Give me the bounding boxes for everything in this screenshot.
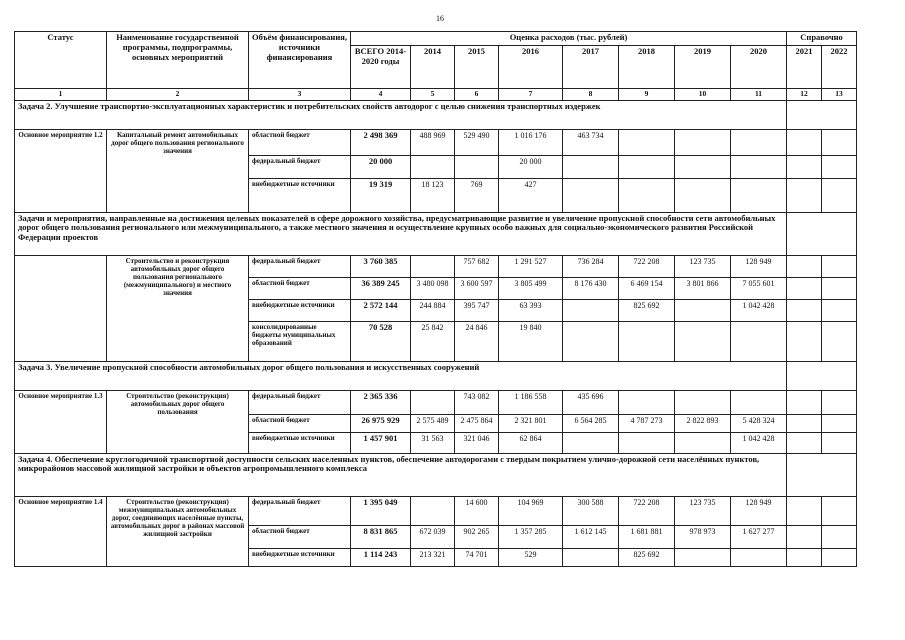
funding-year-value: 978 973 xyxy=(675,525,731,548)
ref-2021 xyxy=(787,277,822,299)
header-year: 2015 xyxy=(455,46,499,89)
funding-year-value: 213 321 xyxy=(411,548,455,566)
ref-2021 xyxy=(787,321,822,361)
funding-year-value: 769 xyxy=(455,178,499,212)
funding-year-value: 722 208 xyxy=(619,255,675,277)
task-row xyxy=(15,212,857,255)
funding-source: областной бюджет xyxy=(249,129,351,155)
funding-year-value xyxy=(563,432,619,453)
ref-2021 xyxy=(787,155,822,178)
funding-year-value xyxy=(675,299,731,321)
funding-year-value xyxy=(563,178,619,212)
funding-year-value: 825 692 xyxy=(619,299,675,321)
column-number: 1 xyxy=(15,89,107,101)
funding-year-value: 1 627 277 xyxy=(731,525,787,548)
funding-total: 19 319 xyxy=(351,178,411,212)
status-cell: Основное мероприятие 1.4 xyxy=(15,496,107,566)
header-name: Наименование государственной программы, подпрограммы, основных мероприятий xyxy=(107,32,249,89)
funding-total: 2 365 336 xyxy=(351,390,411,414)
ref-2022 xyxy=(822,299,857,321)
funding-year-value: 722 208 xyxy=(619,496,675,525)
funding-year-value xyxy=(675,390,731,414)
header-year: 2018 xyxy=(619,46,675,89)
column-number: 5 xyxy=(411,89,455,101)
funding-year-value: 3 600 597 xyxy=(455,277,499,299)
funding-year-value: 123 735 xyxy=(675,496,731,525)
funding-year-value xyxy=(563,155,619,178)
funding-year-value xyxy=(563,321,619,361)
funding-total: 3 760 385 xyxy=(351,255,411,277)
funding-total: 36 389 245 xyxy=(351,277,411,299)
funding-year-value xyxy=(675,178,731,212)
task-title: Задача 3. Увеличение пропускной способности автомобильных дорог общего пользования и искусственных сооружений xyxy=(15,361,787,390)
funding-year-value: 736 284 xyxy=(563,255,619,277)
page-number: 16 xyxy=(436,14,444,23)
ref-2022 xyxy=(822,496,857,525)
funding-year-value: 2 822 893 xyxy=(675,414,731,432)
funding-year-value xyxy=(675,129,731,155)
funding-year-value xyxy=(411,155,455,178)
funding-year-value: 321 046 xyxy=(455,432,499,453)
funding-total: 26 975 929 xyxy=(351,414,411,432)
task-title: Задачи и мероприятия, направленные на достижения целевых показателей в сфере дорожного хозяйства, предусматривающие развитие и увеличение пропускной способности сети автомобильных дорог общего пользования регионального или межмуниципального, а также местного значения и осуществление крупных особо важных для социально-экономического развития Российской Федерации проектов xyxy=(15,212,787,255)
funding-year-value xyxy=(731,321,787,361)
ref-2022 xyxy=(822,525,857,548)
task-ref-empty xyxy=(787,212,857,255)
ref-2022 xyxy=(822,277,857,299)
funding-year-value: 3 480 098 xyxy=(411,277,455,299)
funding-year-value: 1 042 428 xyxy=(731,432,787,453)
column-number: 11 xyxy=(731,89,787,101)
column-number: 9 xyxy=(619,89,675,101)
funding-source: внебюджетные источники xyxy=(249,178,351,212)
header-total: ВСЕГО 2014-2020 годы xyxy=(351,46,411,89)
header-year: 2017 xyxy=(563,46,619,89)
funding-year-value: 18 123 xyxy=(411,178,455,212)
funding-year-value: 104 969 xyxy=(499,496,563,525)
funding-total: 2 572 144 xyxy=(351,299,411,321)
program-name: Капитальный ремонт автомобильных дорог общего пользования регионального значения xyxy=(107,129,249,212)
funding-total: 20 000 xyxy=(351,155,411,178)
task-title: Задача 4. Обеспечение круглогодичной транспортной доступности сельских населенных пунктов, обеспечение автодорогами с твердым покрытием улично-дорожной сети населённых пунктов, микрорайонов массовой жилищной застройки и объектов агропромышленного комплекса xyxy=(15,453,787,496)
ref-2021 xyxy=(787,414,822,432)
funding-year-value: 24 846 xyxy=(455,321,499,361)
task-ref-empty xyxy=(787,453,857,496)
ref-2022 xyxy=(822,390,857,414)
header-status: Статус xyxy=(15,32,107,89)
ref-2021 xyxy=(787,390,822,414)
header-year: 2020 xyxy=(731,46,787,89)
funding-source: областной бюджет xyxy=(249,277,351,299)
funding-year-value: 244 884 xyxy=(411,299,455,321)
funding-row xyxy=(15,496,857,525)
header-ref-year: 2022 xyxy=(822,46,857,89)
funding-year-value xyxy=(563,548,619,566)
task-ref-empty xyxy=(787,361,857,390)
funding-row xyxy=(15,255,857,277)
column-number: 3 xyxy=(249,89,351,101)
ref-2021 xyxy=(787,178,822,212)
funding-year-value xyxy=(563,299,619,321)
column-number: 6 xyxy=(455,89,499,101)
header-reference: Справочно xyxy=(787,32,857,46)
ref-2021 xyxy=(787,255,822,277)
program-name: Строительство (реконструкция) межмуниципальных автомобильных дорог, соединяющих населённые пункты, автомобильных дорог в районах массовой жилищной застройки xyxy=(107,496,249,566)
status-cell: Основное мероприятие 1.2 xyxy=(15,129,107,212)
column-number: 7 xyxy=(499,89,563,101)
funding-year-value: 2 475 864 xyxy=(455,414,499,432)
column-number: 4 xyxy=(351,89,411,101)
funding-year-value: 1 186 558 xyxy=(499,390,563,414)
column-number-row xyxy=(15,89,857,101)
program-name: Строительство и реконструкция автомобильных дорог общего пользования регионального (межмуниципального) и местного значения xyxy=(107,255,249,361)
funding-source: федеральный бюджет xyxy=(249,390,351,414)
task-row xyxy=(15,453,857,496)
funding-year-value: 463 734 xyxy=(563,129,619,155)
funding-year-value: 8 176 430 xyxy=(563,277,619,299)
ref-2021 xyxy=(787,525,822,548)
funding-year-value: 74 701 xyxy=(455,548,499,566)
status-cell: Основное мероприятие 1.3 xyxy=(15,390,107,453)
funding-year-value: 488 969 xyxy=(411,129,455,155)
funding-year-value: 757 682 xyxy=(455,255,499,277)
funding-year-value xyxy=(619,432,675,453)
ref-2021 xyxy=(787,548,822,566)
funding-row xyxy=(15,390,857,414)
funding-year-value: 20 000 xyxy=(499,155,563,178)
funding-year-value: 1 357 285 xyxy=(499,525,563,548)
funding-source: федеральный бюджет xyxy=(249,155,351,178)
funding-year-value: 1 612 145 xyxy=(563,525,619,548)
funding-year-value: 1 042 428 xyxy=(731,299,787,321)
program-name: Строительство (реконструкция) автомобильных дорог общего пользования xyxy=(107,390,249,453)
funding-year-value xyxy=(411,390,455,414)
funding-year-value: 6 469 154 xyxy=(619,277,675,299)
funding-year-value: 128 949 xyxy=(731,496,787,525)
ref-2022 xyxy=(822,321,857,361)
funding-year-value xyxy=(675,321,731,361)
funding-year-value: 6 564 285 xyxy=(563,414,619,432)
funding-year-value xyxy=(731,178,787,212)
funding-total: 8 831 865 xyxy=(351,525,411,548)
funding-year-value: 2 575 489 xyxy=(411,414,455,432)
funding-year-value: 529 xyxy=(499,548,563,566)
header-ref-year: 2021 xyxy=(787,46,822,89)
ref-2021 xyxy=(787,299,822,321)
funding-year-value: 435 696 xyxy=(563,390,619,414)
funding-year-value: 123 735 xyxy=(675,255,731,277)
funding-year-value: 825 692 xyxy=(619,548,675,566)
ref-2021 xyxy=(787,129,822,155)
funding-year-value: 31 563 xyxy=(411,432,455,453)
column-number: 12 xyxy=(787,89,822,101)
funding-year-value: 2 321 801 xyxy=(499,414,563,432)
funding-year-value xyxy=(731,390,787,414)
funding-year-value: 3 801 866 xyxy=(675,277,731,299)
funding-year-value: 395 747 xyxy=(455,299,499,321)
column-number: 13 xyxy=(822,89,857,101)
funding-year-value xyxy=(731,129,787,155)
funding-source: областной бюджет xyxy=(249,525,351,548)
funding-year-value: 300 588 xyxy=(563,496,619,525)
funding-year-value xyxy=(455,155,499,178)
header-year: 2014 xyxy=(411,46,455,89)
funding-total: 2 498 369 xyxy=(351,129,411,155)
funding-year-value xyxy=(619,390,675,414)
funding-year-value: 3 805 499 xyxy=(499,277,563,299)
funding-year-value xyxy=(619,178,675,212)
funding-source: внебюджетные источники xyxy=(249,432,351,453)
funding-year-value: 672 039 xyxy=(411,525,455,548)
funding-year-value xyxy=(675,432,731,453)
funding-year-value: 743 082 xyxy=(455,390,499,414)
ref-2022 xyxy=(822,178,857,212)
funding-year-value: 19 840 xyxy=(499,321,563,361)
task-title: Задача 2. Улучшение транспортно-эксплуатационных характеристик и потребительских свойств автодорог с целью снижения транспортных издержек xyxy=(15,100,787,129)
funding-year-value xyxy=(619,129,675,155)
funding-year-value: 5 428 324 xyxy=(731,414,787,432)
funding-year-value: 63 393 xyxy=(499,299,563,321)
funding-year-value: 25 842 xyxy=(411,321,455,361)
ref-2022 xyxy=(822,255,857,277)
ref-2022 xyxy=(822,432,857,453)
column-number: 10 xyxy=(675,89,731,101)
funding-year-value xyxy=(411,255,455,277)
funding-total: 1 114 243 xyxy=(351,548,411,566)
funding-year-value xyxy=(619,321,675,361)
header-row-top xyxy=(15,32,857,46)
header-volume: Объём финансирования, источники финансирования xyxy=(249,32,351,89)
ref-2021 xyxy=(787,432,822,453)
funding-year-value: 902 265 xyxy=(455,525,499,548)
funding-source: областной бюджет xyxy=(249,414,351,432)
funding-year-value: 7 055 601 xyxy=(731,277,787,299)
funding-year-value: 4 787 273 xyxy=(619,414,675,432)
funding-source: консолидированные бюджеты муниципальных образований xyxy=(249,321,351,361)
funding-year-value xyxy=(619,155,675,178)
header-year: 2016 xyxy=(499,46,563,89)
ref-2022 xyxy=(822,548,857,566)
budget-table xyxy=(14,31,857,567)
funding-total: 70 528 xyxy=(351,321,411,361)
funding-year-value: 1 016 176 xyxy=(499,129,563,155)
funding-row xyxy=(15,129,857,155)
column-number: 8 xyxy=(563,89,619,101)
funding-year-value xyxy=(675,548,731,566)
funding-year-value: 1 681 881 xyxy=(619,525,675,548)
funding-year-value: 427 xyxy=(499,178,563,212)
ref-2021 xyxy=(787,496,822,525)
funding-year-value xyxy=(731,155,787,178)
funding-total: 1 395 049 xyxy=(351,496,411,525)
header-year: 2019 xyxy=(675,46,731,89)
funding-year-value: 14 600 xyxy=(455,496,499,525)
funding-source: федеральный бюджет xyxy=(249,496,351,525)
funding-year-value: 529 490 xyxy=(455,129,499,155)
task-row xyxy=(15,361,857,390)
task-row xyxy=(15,100,857,129)
funding-year-value: 62 864 xyxy=(499,432,563,453)
task-ref-empty xyxy=(787,100,857,129)
funding-source: внебюджетные источники xyxy=(249,548,351,566)
funding-year-value: 128 949 xyxy=(731,255,787,277)
funding-source: федеральный бюджет xyxy=(249,255,351,277)
funding-year-value xyxy=(675,155,731,178)
funding-source: внебюджетные источники xyxy=(249,299,351,321)
ref-2022 xyxy=(822,129,857,155)
header-estimate: Оценка расходов (тыс. рублей) xyxy=(351,32,787,46)
status-cell xyxy=(15,255,107,361)
funding-year-value xyxy=(731,548,787,566)
ref-2022 xyxy=(822,155,857,178)
funding-year-value: 1 291 527 xyxy=(499,255,563,277)
column-number: 2 xyxy=(107,89,249,101)
funding-total: 1 457 901 xyxy=(351,432,411,453)
ref-2022 xyxy=(822,414,857,432)
funding-year-value xyxy=(411,496,455,525)
